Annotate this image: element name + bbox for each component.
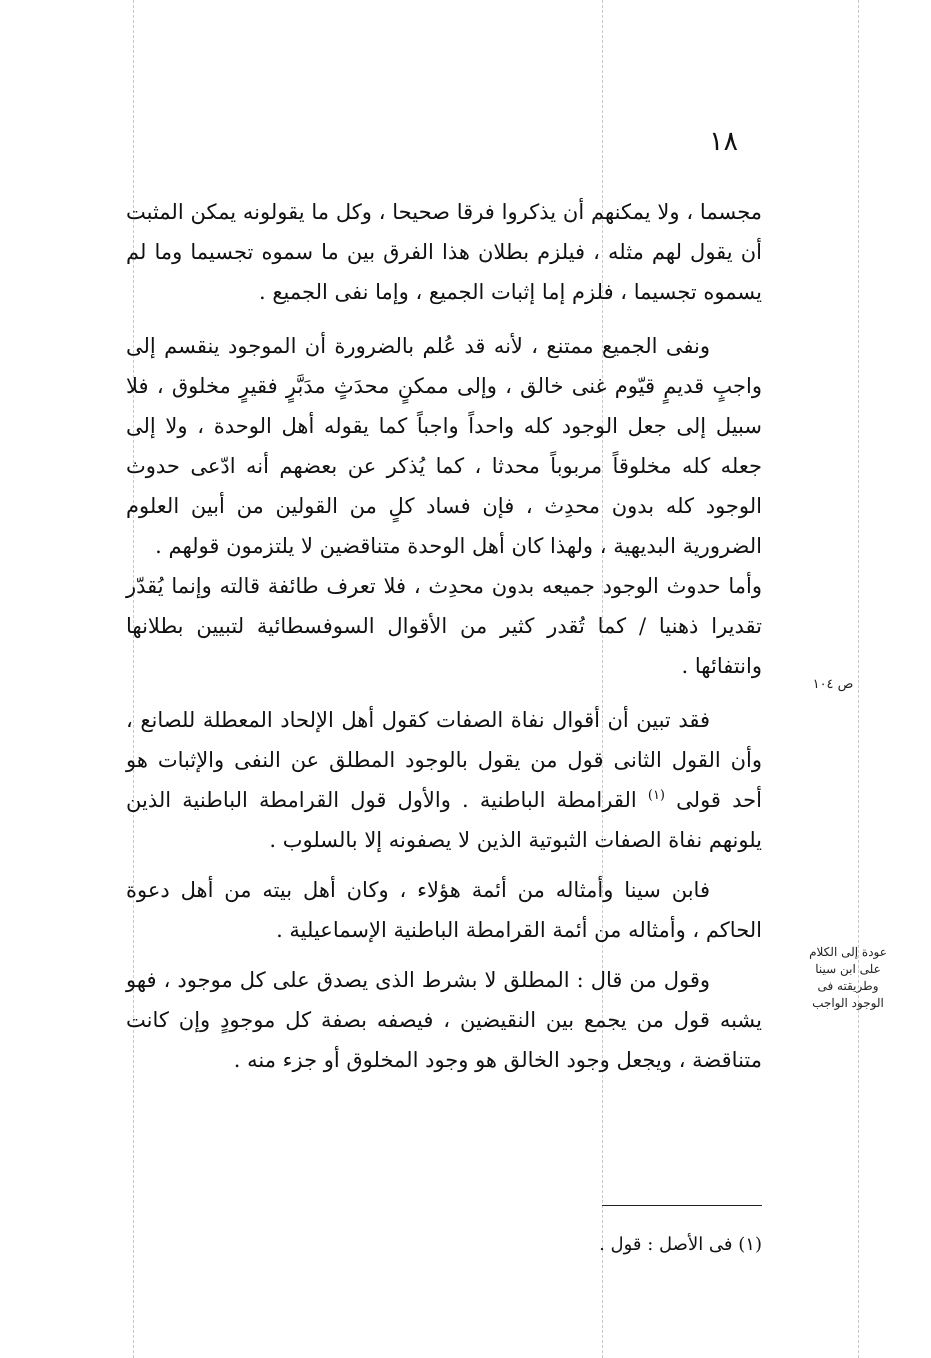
- paragraph-2: ونفى الجميع ممتنع ، لأنه قد عُلم بالضرورة أن الموجود ينقسم إلى واجبٍ قديمٍ قيّوم غنى خالق ، وإلى ممكنٍ محدَثٍ مدَبَّرٍ فقيرٍ مخلوق ، فلا سبيل إلى جعل الوجود كله واحداً واجباً كما يقوله أهل الوحدة ، ولا إلى جعله كله مخلوقاً مربوباً محدثا ، كما يُذكر عن بعضهم أنه ادّعى حدوث الوجود كله بدون محدِث ، فإن فساد كلٍ من القولين من أبين العلوم الضرورية البديهية ، ولهذا كان أهل الوحدة متناقضين لا يلتزمون قولهم .: [126, 334, 762, 558]
- paragraph-4-text-start: فقد تبين أن أقوال نفاة الصفات كقول أهل الإلحاد المعطلة للصانع ، وأن القول الثانى قول من يقول بالوجود المطلق عن النفى والإثبات هو أحد قولى: [126, 708, 762, 812]
- footnote-divider: [602, 1205, 762, 1206]
- paragraph-1: مجسما ، ولا يمكنهم أن يذكروا فرقا صحيحا ، وكل ما يقولونه يمكن المثبت أن يقول لهم مثله ، فيلزم بطلان هذا الفرق بين ما سموه تجسيما وما لم يسموه تجسيما ، فلزم إما إثبات الجميع ، وإما نفى الجميع .: [126, 200, 762, 304]
- footnote-reference[interactable]: (١): [647, 788, 665, 803]
- margin-page-reference: ص ١٠٤: [812, 677, 854, 692]
- paragraph-5: فابن سينا وأمثاله من أئمة هؤلاء ، وكان أهل بيته من أهل دعوة الحاكم ، وأمثاله من أئمة القرامطة الباطنية الإسماعيلية .: [126, 878, 762, 942]
- margin-section-note: عودة إلى الكلام على ابن سينا وطريقته فى الوجود الواجب: [809, 945, 887, 1010]
- footnote: (١) فى الأصل : قول .: [599, 1234, 762, 1255]
- paragraph-4-text-end: القرامطة الباطنية . والأول قول القرامطة الباطنية الذين يلونهم نفاة الصفات الثبوتية الذين لا يصفونه إلا بالسلوب .: [126, 788, 762, 852]
- main-text: [126, 192, 762, 1080]
- paragraph-3: وأما حدوث الوجود جميعه بدون محدِث ، فلا تعرف طائفة قالته وإنما يُقدّر تقديرا ذهنيا / كما تُقدر كثير من الأقوال السوفسطائية لتبيين بطلانها وانتفائها .: [126, 574, 762, 678]
- page-number: ١٨: [708, 126, 738, 157]
- paragraph-4: [126, 700, 762, 860]
- paragraph-6: وقول من قال : المطلق لا بشرط الذى يصدق على كل موجود ، فهو يشبه قول من يجمع بين النقيضين ، فيصفه بصفة كل موجودٍ وإن كانت متناقضة ، ويجعل وجود الخالق هو وجود المخلوق أو جزء منه .: [126, 968, 762, 1072]
